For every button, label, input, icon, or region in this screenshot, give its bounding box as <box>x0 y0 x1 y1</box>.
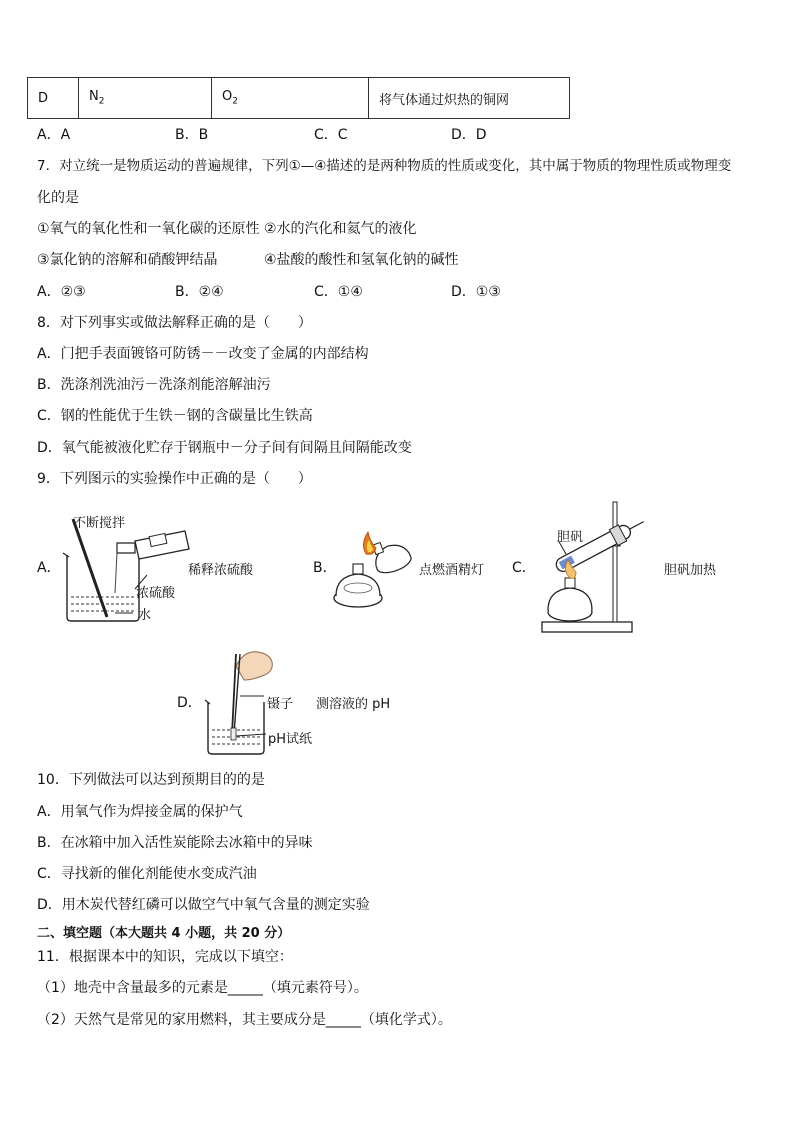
stand-rod-icon <box>613 502 617 622</box>
option-c: C．①④ <box>314 284 363 300</box>
q10-option-c: C．寻找新的催化剂能使水变成汽油 <box>37 866 257 882</box>
q7-stem-line2: 化的是 <box>37 190 79 206</box>
q9-d-letter: D． <box>177 695 202 711</box>
label-conc-acid: 浓硫酸 <box>136 586 176 601</box>
table-cell-option: D <box>28 78 79 119</box>
stand-base-icon <box>542 622 632 632</box>
table-row <box>28 78 570 119</box>
label-dilute-acid: 稀释浓硫酸 <box>188 563 254 578</box>
q7-item-3: ③氯化钠的溶解和硝酸钾结晶 <box>37 252 218 268</box>
option-d: D．①③ <box>451 284 501 300</box>
q8-option-c: C．钢的性能优于生铁－钢的含碳量比生铁高 <box>37 408 313 424</box>
q11-stem: 11．根据课本中的知识，完成以下填空： <box>37 949 293 965</box>
q7-item-4: ④盐酸的酸性和氢氧化钠的碱性 <box>264 252 459 268</box>
heating-apparatus-diagram <box>532 498 662 638</box>
option-b: B．B <box>175 127 209 143</box>
glass-rod-icon <box>73 519 107 617</box>
label-heat-vitriol: 胆矾加热 <box>664 563 717 578</box>
ph-paper-icon <box>231 728 236 740</box>
q8-option-b: B．洗涤剂洗油污－洗涤剂能溶解油污 <box>37 377 271 393</box>
label-measure-ph: 测溶液的 pH <box>316 697 391 712</box>
q11-sub1: （1）地壳中含量最多的元素是_____（填元素符号）。 <box>37 980 368 996</box>
answer-table <box>27 77 570 119</box>
q9-a-letter: A． <box>37 560 61 576</box>
q11-sub2: （2）天然气是常见的家用燃料，其主要成分是_____（填化学式）。 <box>37 1012 452 1028</box>
alcohol-lamp-diagram <box>330 518 420 612</box>
section-header: 二、填空题（本大题共 4 小题，共 20 分） <box>37 926 291 941</box>
q10-option-a: A．用氧气作为焊接金属的保护气 <box>37 804 243 820</box>
q6-options <box>37 126 737 144</box>
label-ph-paper: pH试纸 <box>268 732 313 747</box>
hand-icon <box>236 652 272 680</box>
q8-option-d: D．氧气能被液化贮存于钢瓶中－分子间有间隔且间隔能改变 <box>37 440 412 456</box>
q9-c-letter: C． <box>512 560 536 576</box>
option-c: C．C <box>314 127 348 143</box>
option-d: D．D <box>451 127 487 143</box>
table-cell-impurity: $O_2$ <box>212 78 369 119</box>
label-water: 水 <box>138 608 152 623</box>
q9-b-letter: B． <box>313 560 337 576</box>
table-cell-substance: $N_2$ <box>79 78 212 119</box>
q7-options <box>37 283 737 301</box>
q8-stem: 8．对下列事实或做法解释正确的是（ ） <box>37 315 312 331</box>
option-a: A．②③ <box>37 284 86 300</box>
option-b: B．②④ <box>175 284 224 300</box>
q8-option-a: A．门把手表面镀铬可防锈－－改变了金属的内部结构 <box>37 346 369 362</box>
q7-stem-line1: 7．对立统一是物质运动的普遍规律，下列①—④描述的是两种物质的性质或变化，其中属于物质的物理性质或物理变 <box>37 158 732 174</box>
ph-test-diagram <box>196 646 276 760</box>
option-a: A．A <box>37 127 71 143</box>
label-stir: 不断搅拌 <box>73 516 126 531</box>
q7-items-1-2: ①氧气的氧化性和一氧化碳的还原性 ②水的汽化和氦气的液化 <box>37 221 417 237</box>
q9-stem: 9．下列图示的实验操作中正确的是（ ） <box>37 471 312 487</box>
table-cell-method: 将气体通过炽热的铜网 <box>369 78 570 119</box>
label-tweezers: 镊子 <box>267 697 294 712</box>
q10-stem: 10．下列做法可以达到预期目的的是 <box>37 772 265 788</box>
label-blue-vitriol: 胆矾 <box>557 530 584 545</box>
q10-option-b: B．在冰箱中加入活性炭能除去冰箱中的异味 <box>37 835 313 851</box>
label-light-lamp: 点燃酒精灯 <box>419 563 485 578</box>
q10-option-d: D．用木炭代替红磷可以做空气中氧气含量的测定实验 <box>37 897 370 913</box>
